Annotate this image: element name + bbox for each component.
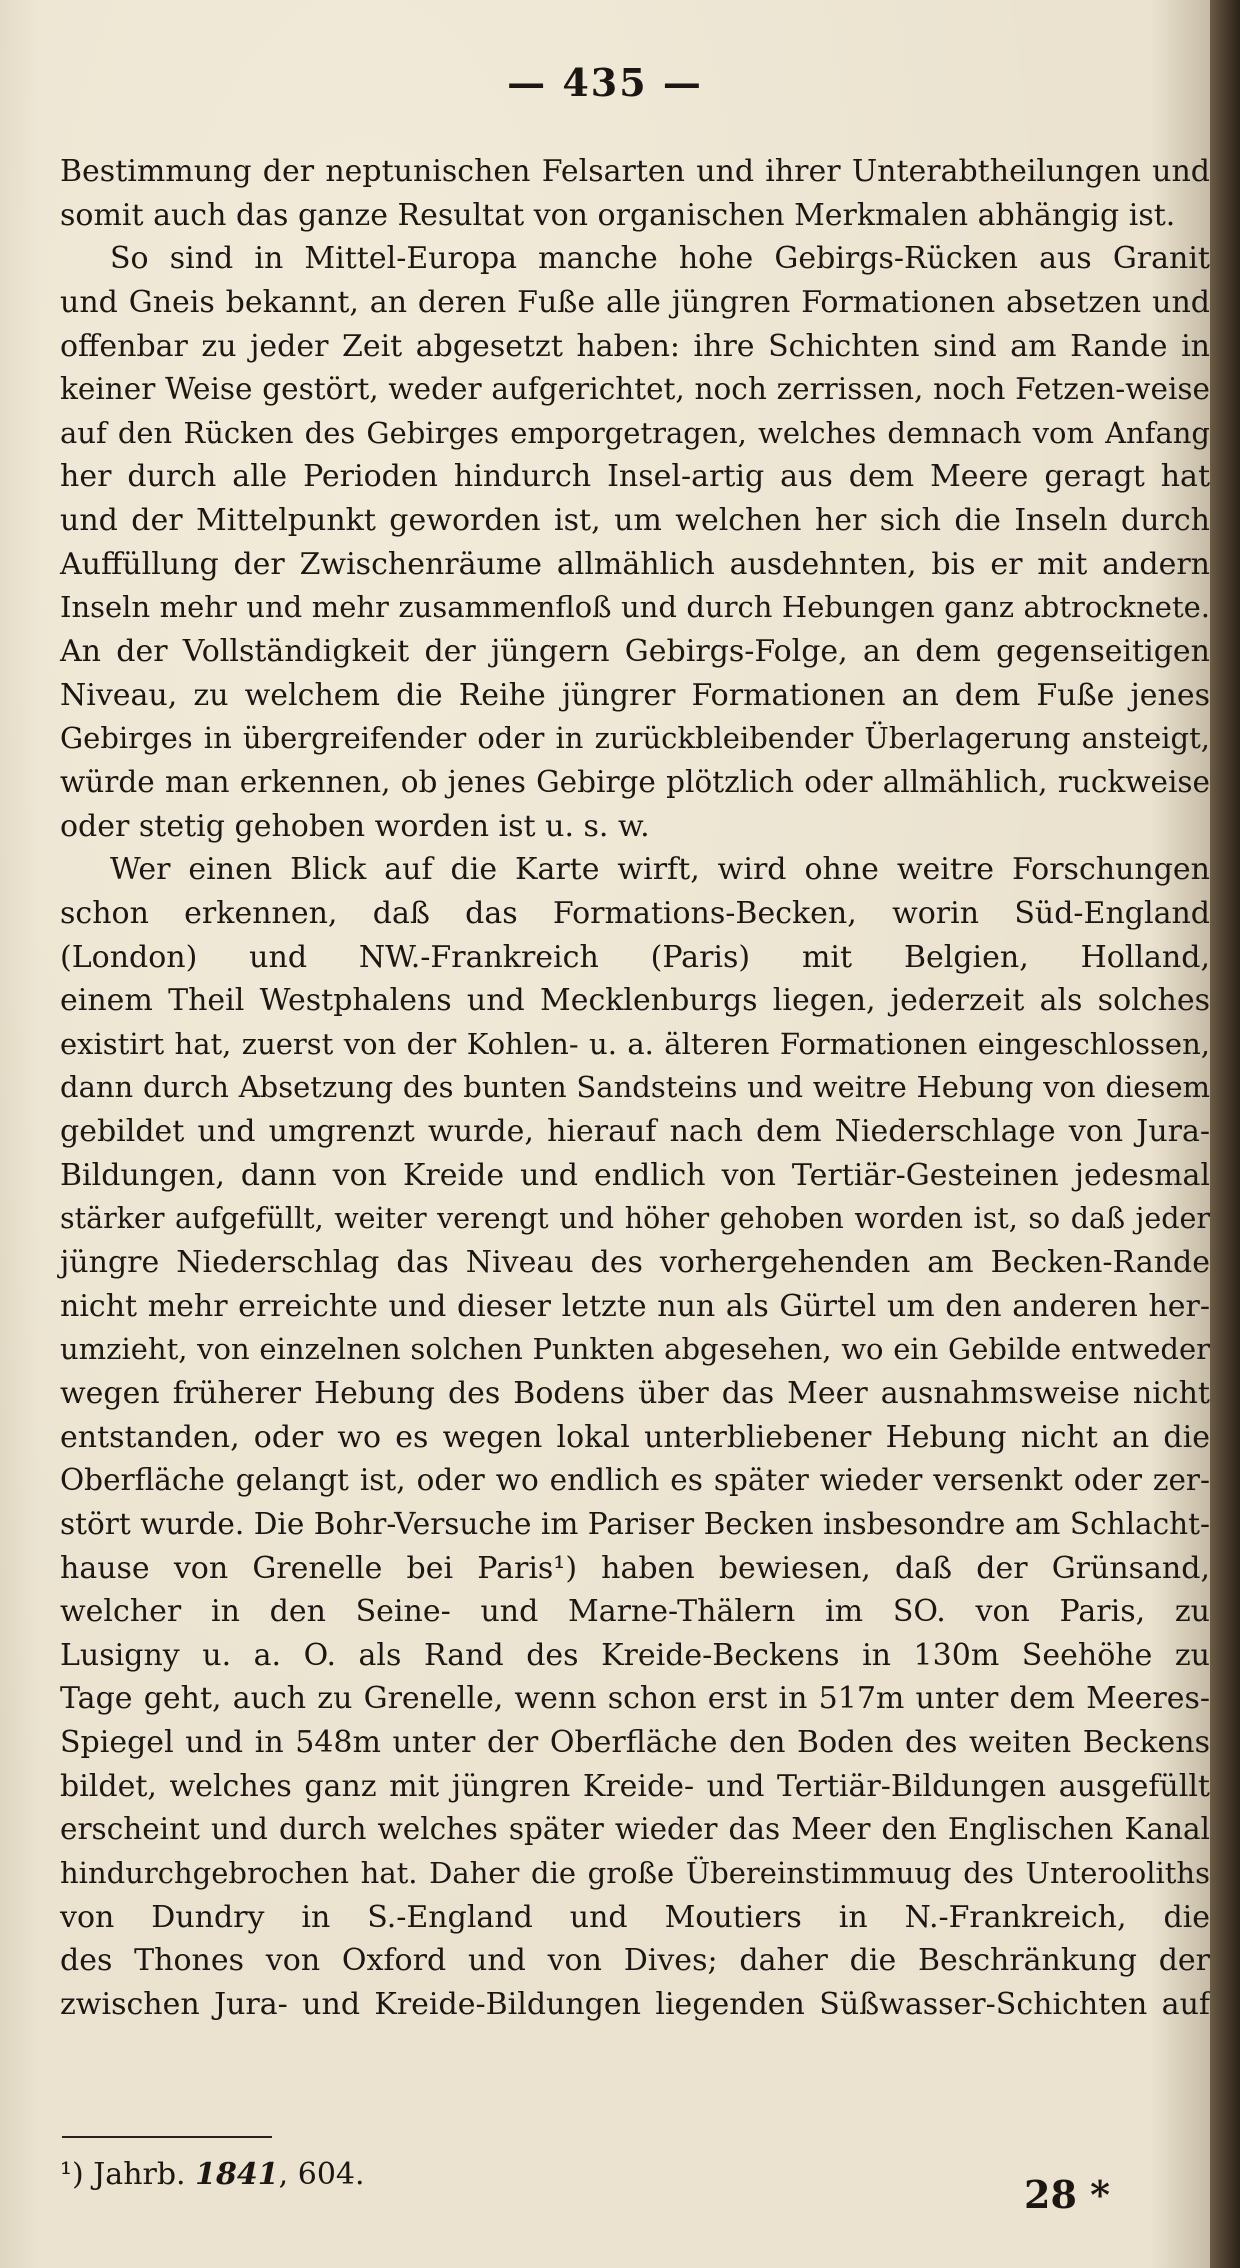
text-line: hindurchgebrochen hat. Daher die große Übereinstimmuug des Unterooliths — [60, 1855, 1210, 1890]
text-line: keiner Weise gestört, weder aufgerichtet, noch zerrissen, noch Fetzen-weise — [60, 372, 1210, 407]
footnote-page: , 604. — [278, 2157, 365, 2192]
text-line: welcher in den Seine- und Marne-Thälern im SO. von Paris, zu — [60, 1594, 1210, 1630]
text-line: oder stetig gehoben worden ist u. s. w. — [60, 808, 650, 844]
text-line: Tage geht, auch zu Grenelle, wenn schon erst in 517m unter dem Meeres- — [60, 1681, 1210, 1717]
footnote-marker: ¹) — [60, 2157, 84, 2192]
text-line: gebildet und umgrenzt wurde, hierauf nach dem Niederschlage von Jura- — [60, 1114, 1210, 1150]
text-line: und Gneis bekannt, an deren Fuße alle jüngren Formationen absetzen und — [60, 284, 1210, 320]
text-line: Niveau, zu welchem die Reihe jüngrer Formationen an dem Fuße jenes — [60, 677, 1210, 713]
text-line: Gebirges in übergreifender oder in zurückbleibender Überlagerung ansteigt, — [60, 721, 1210, 756]
text-line: wegen früherer Hebung des Bodens über das Meer ausnahmsweise nicht — [60, 1375, 1210, 1411]
text-line: Wer einen Blick auf die Karte wirft, wird ohne weitre Forschungen — [110, 852, 1210, 888]
footnote-source: Jahrb. — [93, 2157, 186, 2192]
body-text — [60, 150, 1210, 2027]
text-line: jüngre Niederschlag das Niveau des vorhergehenden am Becken-Rande — [60, 1245, 1210, 1281]
text-line: und der Mittelpunkt geworden ist, um welchen her sich die Inseln durch — [60, 503, 1210, 539]
text-line: stört wurde. Die Bohr-Versuche im Pariser Becken insbesondre am Schlacht- — [60, 1506, 1210, 1541]
text-line: würde man erkennen, ob jenes Gebirge plötzlich oder allmählich, ruckweise — [60, 764, 1210, 799]
text-line: entstanden, oder wo es wegen lokal unterbliebener Hebung nicht an die — [60, 1419, 1210, 1455]
text-line: her durch alle Perioden hindurch Insel-artig aus dem Meere geragt hat — [60, 459, 1210, 495]
text-line: offenbar zu jeder Zeit abgesetzt haben: ihre Schichten sind am Rande in — [60, 328, 1210, 364]
text-line: schon erkennen, daß das Formations-Becken, worin Süd-England — [60, 895, 1210, 931]
text-line: Inseln mehr und mehr zusammenfloß und durch Hebungen ganz abtrocknete. — [60, 590, 1210, 625]
text-line: Spiegel und in 548m unter der Oberfläche den Boden des weiten Beckens — [60, 1725, 1210, 1761]
text-line: bildet, welches ganz mit jüngren Kreide- und Tertiär-Bildungen ausgefüllt — [60, 1768, 1210, 1804]
footnote — [60, 2155, 365, 2195]
text-line: An der Vollständigkeit der jüngern Gebirgs-Folge, an dem gegenseitigen — [60, 634, 1210, 670]
text-line: Auffüllung der Zwischenräume allmählich ausdehnten, bis er mit andern — [60, 546, 1210, 582]
text-line: existirt hat, zuerst von der Kohlen- u. a. älteren Formationen eingeschlossen, — [60, 1026, 1210, 1061]
page-number: — 435 — — [507, 60, 703, 105]
text-line: einem Theil Westphalens und Mecklenburgs liegen, jederzeit als solches — [60, 983, 1210, 1019]
text-line: dann durch Absetzung des bunten Sandsteins und weitre Hebung von diesem — [60, 1070, 1210, 1105]
text-line: Lusigny u. a. O. als Rand des Kreide-Beckens in 130m Seehöhe zu — [60, 1637, 1210, 1673]
text-line: erscheint und durch welches später wieder das Meer den Englischen Kanal — [60, 1812, 1210, 1847]
signature-mark: 28 * — [1024, 2172, 1110, 2217]
text-line: (London) und NW.-Frankreich (Paris) mit Belgien, Holland, — [60, 939, 1210, 975]
text-line: So sind in Mittel-Europa manche hohe Gebirgs-Rücken aus Granit — [110, 241, 1210, 277]
text-line: zwischen Jura- und Kreide-Bildungen liegenden Süßwasser-Schichten auf — [60, 1986, 1210, 2022]
text-line: Oberfläche gelangt ist, oder wo endlich es später wieder versenkt oder zer- — [60, 1463, 1210, 1498]
text-line: somit auch das ganze Resultat von organischen Merkmalen abhängig ist. — [60, 197, 1176, 233]
footnote-divider — [62, 2136, 272, 2138]
text-line: hause von Grenelle bei Paris¹) haben bewiesen, daß der Grünsand, — [60, 1550, 1210, 1586]
book-spine-edge — [1210, 0, 1240, 2268]
text-line: des Thones von Oxford und von Dives; daher die Beschränkung der — [60, 1943, 1210, 1979]
text-line: von Dundry in S.-England und Moutiers in N.-Frankreich, die — [60, 1899, 1210, 1935]
text-line: stärker aufgefüllt, weiter verengt und höher gehoben worden ist, so daß jeder — [60, 1202, 1210, 1236]
text-line: Bildungen, dann von Kreide und endlich von Tertiär-Gesteinen jedesmal — [60, 1157, 1210, 1193]
text-line: auf den Rücken des Gebirges emporgetragen, welches demnach vom Anfang — [60, 415, 1210, 450]
footnote-year: 1841 — [195, 2157, 279, 2192]
text-line: Bestimmung der neptunischen Felsarten und ihrer Unterabtheilungen und — [60, 154, 1210, 189]
text-line: umzieht, von einzelnen solchen Punkten abgesehen, wo ein Gebilde entweder — [60, 1332, 1210, 1367]
text-line: nicht mehr erreichte und dieser letzte nun als Gürtel um den anderen her- — [60, 1288, 1210, 1324]
